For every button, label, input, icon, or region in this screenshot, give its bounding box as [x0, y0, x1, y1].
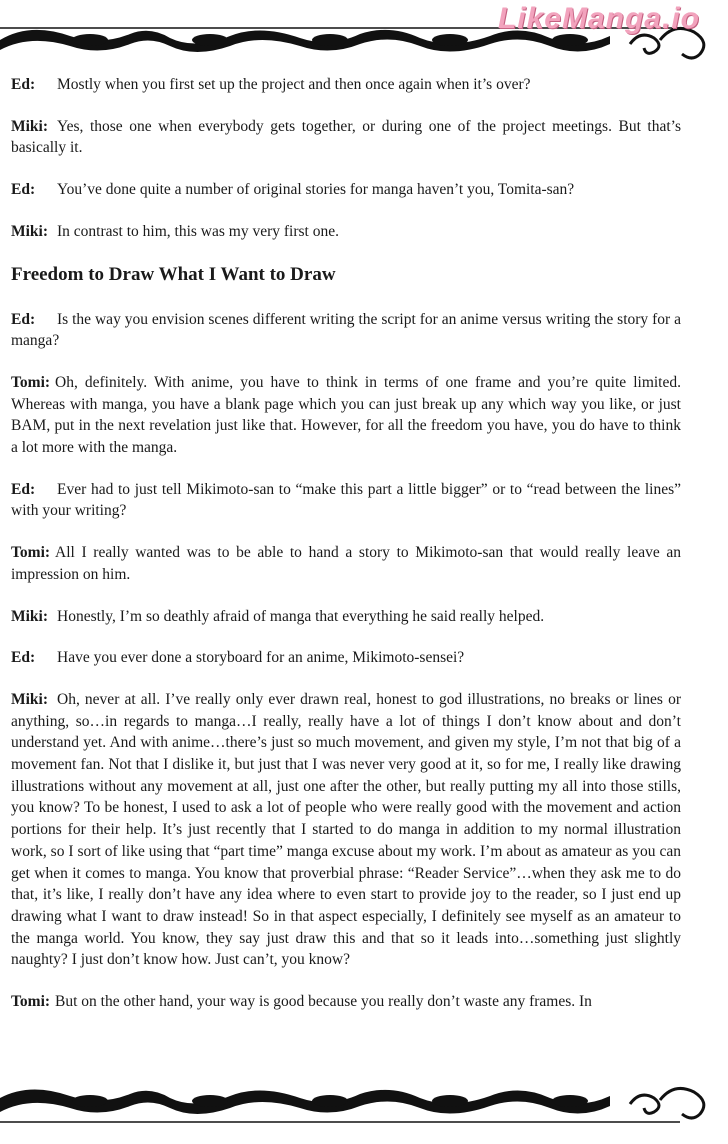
- line-text: But on the other hand, your way is good because you really don’t waste any frames. In: [55, 993, 592, 1011]
- line-text: All I really wanted was to be able to hand a story to Mikimoto-san that would really leave an impression on him.: [11, 544, 681, 583]
- dialogue-line: [11, 647, 681, 669]
- line-text: Ever had to just tell Mikimoto-san to “make this part a little bigger” or to “read between the lines” with your writing?: [11, 480, 681, 520]
- interview-text: [11, 74, 681, 1033]
- dialogue-line: [11, 116, 681, 159]
- speaker-label: Tomi:: [11, 373, 51, 391]
- speaker-label: Miki:: [11, 117, 49, 135]
- line-text: Is the way you envision scenes different writing the script for an anime versus writing the story for a manga?: [11, 310, 681, 350]
- speaker-label: Ed:: [11, 480, 36, 498]
- dialogue-line: [11, 991, 681, 1013]
- line-text: Have you ever done a storyboard for an anime, Mikimoto-sensei?: [57, 649, 465, 667]
- speaker-label: Tomi:: [11, 993, 51, 1011]
- dialogue-line: [11, 179, 681, 201]
- line-text: Honestly, I’m so deathly afraid of manga that everything he said really helped.: [57, 607, 545, 625]
- section-heading: Freedom to Draw What I Want to Draw: [11, 263, 336, 285]
- dialogue-line: [11, 309, 681, 352]
- dialogue-line: [11, 606, 681, 628]
- dialogue-line: [11, 372, 681, 459]
- dialogue-line: [11, 74, 681, 96]
- line-text: Oh, definitely. With anime, you have to think in terms of one frame and you’re quite limited. Whereas with manga, you have a blank page which you can just break up any which way you like, or just BAM, put in the next revelation just like that. However, for all the freedom you have, you do have to think a lot more with the manga.: [11, 373, 681, 457]
- line-text: You’ve done quite a number of original stories for manga haven’t you, Tomita-san?: [57, 181, 575, 199]
- speaker-label: Ed:: [11, 76, 36, 93]
- speaker-label: Tomi:: [11, 544, 51, 562]
- line-text: Oh, never at all. I’ve really only ever drawn real, honest to god illustrations, no breaks or lines or anything, so…in regards to manga…I really, really have a lot of things I don’t know about and don’t understand yet. And with anime…there’s just so much movement, and given my style, I’m not that big of a movement fan. Not that I dislike it, but just that I was never very good at it, so for me, I really like drawing illustrations without any movement at all, just one after the other, but really putting my all into those stills, you know? To be honest, I used to ask a lot of people who were really good with the movement and action portions for their help. It’s just recently that I started to do manga in addition to my normal illustration work, so I sort of like using that “part time” manga excuse about my work. I’m about as amateur as you can get when it comes to manga. You know that proverbial phrase: “Reader Service”…when they ask me to do that, it’s like, I really don’t have any idea where to even start to provide joy to the reader, so I just end up drawing what I want to draw instead! So in that aspect especially, I definitely see myself as an amateur to the manga world. You know, they say just draw this and that so it leads into…something just slightly naughty? I just don’t know how. Just can’t, you know?: [11, 690, 681, 969]
- dialogue-line: [11, 542, 681, 585]
- line-text: Yes, those one when everybody gets together, or during one of the project meetings. But that’s basically it.: [11, 117, 681, 157]
- dialogue-line: [11, 689, 681, 971]
- bottom-decorative-border: [0, 1076, 728, 1136]
- watermark-logo: LikeManga.io: [497, 2, 700, 35]
- speaker-label: Miki:: [11, 222, 49, 240]
- speaker-label: Miki:: [11, 607, 49, 625]
- speaker-label: Ed:: [11, 649, 36, 667]
- speaker-label: Ed:: [11, 310, 36, 328]
- line-text: In contrast to him, this was my very first one.: [57, 222, 339, 240]
- line-text: Mostly when you first set up the project and then once again when it’s over?: [57, 76, 531, 93]
- speaker-label: Ed:: [11, 181, 36, 199]
- speaker-label: Miki:: [11, 690, 49, 708]
- dialogue-line: [11, 479, 681, 522]
- dialogue-line: [11, 221, 681, 243]
